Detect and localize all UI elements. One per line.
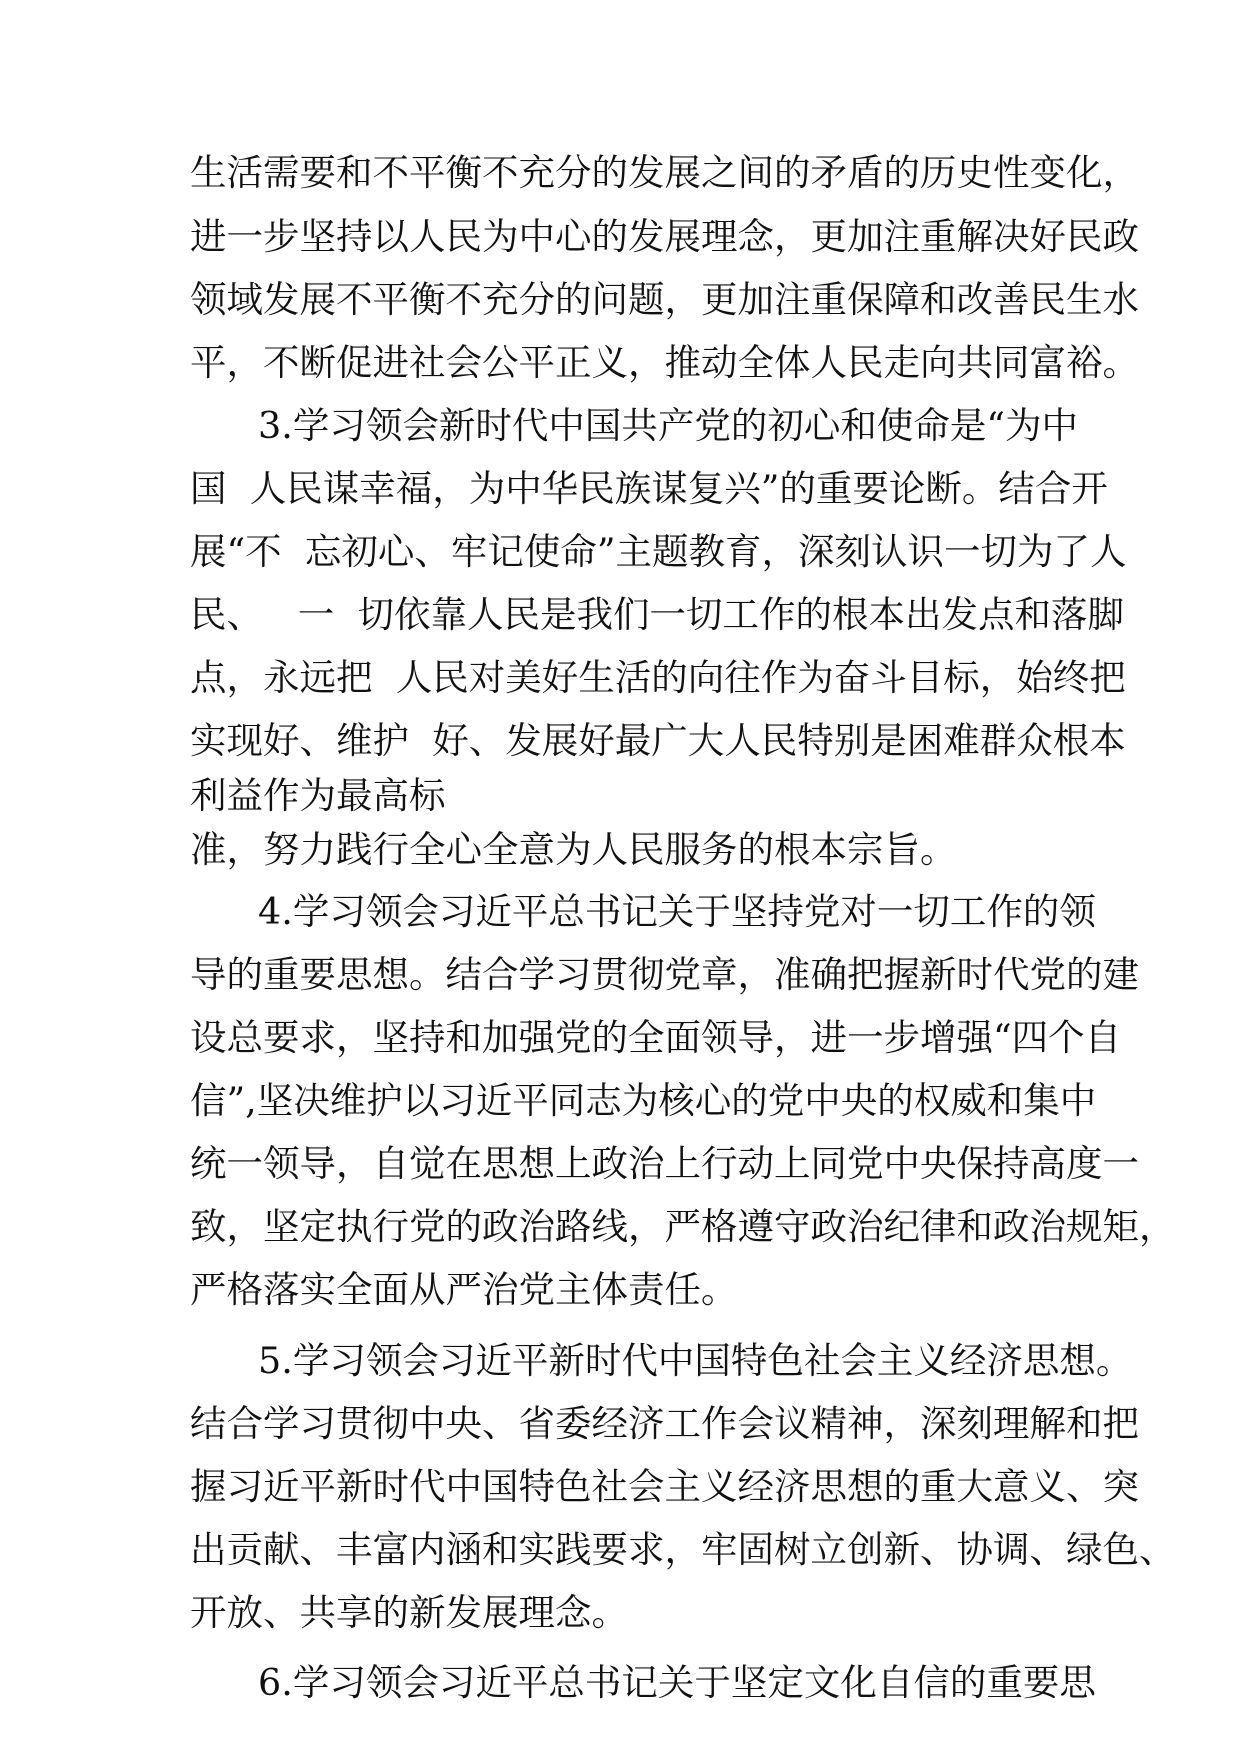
text-line: 实现好、维护 好、发展好最广大人民特别是困难群众根本: [190, 719, 1126, 762]
text-line: 准，努力践行全心全意为人民服务的根本宗旨。: [190, 828, 957, 871]
text-line: 民、 一 切依靠人民是我们一切工作的根本出发点和落脚: [190, 593, 1125, 636]
paragraph-3-first-line: 3.学习领会新时代中国共产党的初心和使命是“为中: [258, 404, 1078, 447]
paragraph-4-first-line: 4.学习领会习近平总书记关于坚持党对一切工作的领: [258, 890, 1096, 933]
text-line: 严格落实全面从严治党主体责任。: [190, 1268, 738, 1311]
paragraph-5-first-line: 5.学习领会习近平新时代中国特色社会主义经济思想。: [258, 1339, 1133, 1382]
text-line: 平，不断促进社会公平正义，推动全体人民走向共同富裕。: [190, 341, 1139, 384]
text-line: 利益作为最高标: [190, 774, 446, 817]
text-line: 领域发展不平衡不充分的问题，更加注重保障和改善民生水: [190, 278, 1139, 321]
text-line: 生活需要和不平衡不充分的发展之间的矛盾的历史性变化，: [190, 151, 1139, 194]
text-line: 国 人民谋幸福，为中华民族谋复兴”的重要论断。结合开: [190, 467, 1108, 510]
paragraph-6-first-line: 6.学习领会习近平总书记关于坚定文化自信的重要思: [258, 1661, 1096, 1704]
text-line: 设总要求，坚持和加强党的全面领导，进一步增强“四个自: [190, 1016, 1122, 1059]
text-line: 结合学习贯彻中央、省委经济工作会议精神，深刻理解和把: [190, 1402, 1139, 1445]
text-line: 导的重要思想。结合学习贯彻党章，准确把握新时代党的建: [190, 953, 1139, 996]
text-line: 信”,坚决维护以习近平同志为核心的党中央的权威和集中: [190, 1079, 1097, 1122]
text-line: 进一步坚持以人民为中心的发展理念，更加注重解决好民政: [190, 215, 1139, 258]
text-line: 致，坚定执行党的政治路线，严格遵守政治纪律和政治规矩，: [190, 1205, 1176, 1248]
text-line: 统一领导，自觉在思想上政治上行动上同党中央保持高度一: [190, 1142, 1139, 1185]
text-line: 点，永远把 人民对美好生活的向往作为奋斗目标，始终把: [190, 656, 1126, 699]
text-line: 出贡献、丰富内涵和实践要求，牢固树立创新、协调、绿色、: [190, 1528, 1176, 1571]
text-line: 握习近平新时代中国特色社会主义经济思想的重大意义、突: [190, 1465, 1139, 1508]
text-line: 开放、共享的新发展理念。: [190, 1591, 628, 1634]
text-line: 展“不 忘初心、牢记使命”主题教育，深刻认识一切为了人: [190, 530, 1127, 573]
